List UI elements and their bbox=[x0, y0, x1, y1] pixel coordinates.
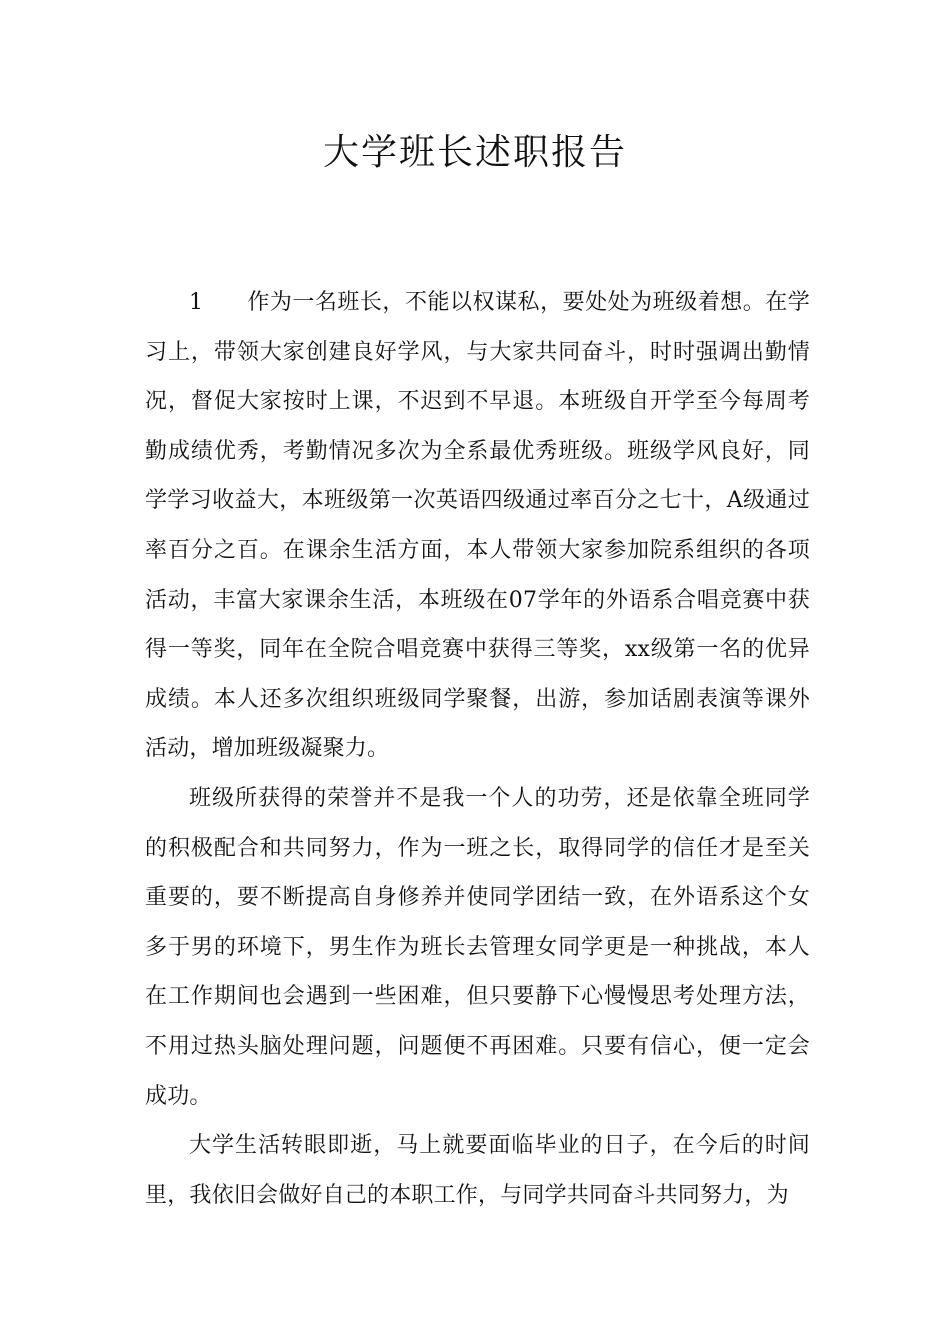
paragraph-text: 作为一名班长，不能以权谋私，要处处为班级着想。在学习上，带领大家创建良好学风，与大家共同奋斗，时时强调出勤情况，督促大家按时上课，不迟到不早退。本班级自开学至今每周考勤成绩优秀，考勤情况多次为全系最优秀班级。班级学风良好，同学学习收益大，本班级第一次英语四级通过率百分之七十，A级通过率百分之百。在课余生活方面，本人带领大家参加院系组织的各项活动，丰富大家课余生活，本班级在07学年的外语系合唱竞赛中获得一等奖，同年在全院合唱竞赛中获得三等奖，xx级第一名的优异成绩。本人还多次组织班级同学聚餐，出游，参加话剧表演等课外活动，增加班级凝聚力。 bbox=[145, 290, 810, 762]
document-body bbox=[145, 278, 810, 1220]
paragraph-1 bbox=[145, 278, 810, 774]
document-title: 大学班长述职报告 bbox=[322, 132, 627, 173]
paragraph-number: 1 bbox=[189, 290, 204, 315]
paragraph-3: 大学生活转眼即逝，马上就要面临毕业的日子，在今后的时间里，我依旧会做好自己的本职工作，与同学共同奋斗共同努力，为 bbox=[145, 1133, 810, 1208]
paragraph-2: 班级所获得的荣誉并不是我一个人的功劳，还是依靠全班同学的积极配合和共同努力，作为一班之长，取得同学的信任才是至关重要的，要不断提高自身修养并使同学团结一致，在外语系这个女多于男的环境下，男生作为班长去管理女同学更是一种挑战，本人在工作期间也会遇到一些困难，但只要静下心慢慢思考处理方法，不用过热头脑处理问题，问题便不再困难。只要有信心，便一定会成功。 bbox=[145, 785, 810, 1109]
